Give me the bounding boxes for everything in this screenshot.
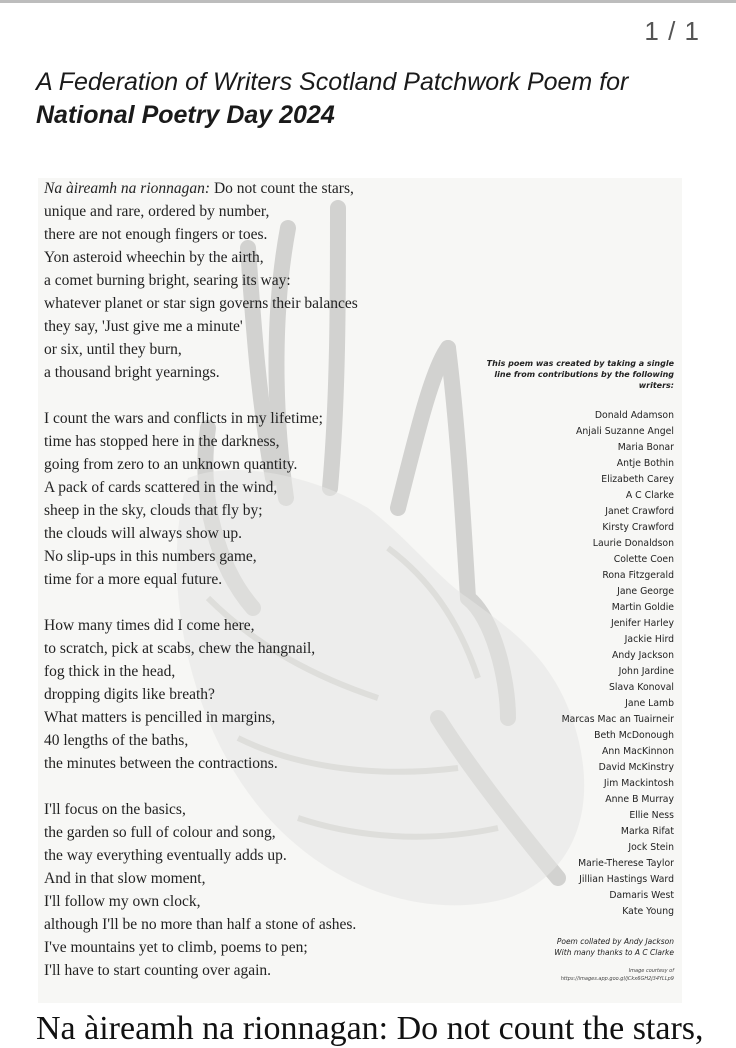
contributor-name: John Jardine — [618, 666, 674, 677]
contributor-name: Jane Lamb — [625, 698, 674, 709]
contributor-name: Damaris West — [609, 890, 674, 901]
poem-line: fog thick in the head, — [44, 663, 176, 680]
contributor-name: Colette Coen — [613, 554, 674, 565]
contributor-name: Rona Fitzgerald — [602, 570, 674, 581]
contributor-name: Andy Jackson — [612, 650, 674, 661]
poem-line: a comet burning bright, searing its way: — [44, 272, 291, 289]
poem-line: Yon asteroid wheechin by the airth, — [44, 249, 264, 266]
poem-image — [38, 178, 682, 1003]
courtesy-url: https://images.app.goo.gl/jCkx6GH2j34YLLp9 — [560, 976, 674, 982]
poem-line: I'll focus on the basics, — [44, 801, 186, 818]
contributor-name: Kirsty Crawford — [602, 522, 674, 533]
poem-line: What matters is pencilled in margins, — [44, 709, 276, 726]
image-courtesy — [474, 967, 674, 983]
poem-line: whatever planet or star sign governs their balances — [44, 295, 358, 312]
poem-line: 40 lengths of the baths, — [44, 732, 189, 749]
contributor-name: Martin Goldie — [611, 602, 674, 613]
contributor-name: Donald Adamson — [594, 410, 674, 421]
poem-line: the clouds will always show up. — [44, 525, 243, 542]
poem-line: a thousand bright yearnings. — [44, 364, 220, 381]
poem-line: to scratch, pick at scabs, chew the hangnail, — [44, 640, 316, 657]
poem-line: time for a more equal future. — [44, 571, 223, 588]
contributor-name: Elizabeth Carey — [601, 474, 674, 485]
poem-line: sheep in the sky, clouds that fly by; — [44, 502, 263, 519]
poem-line: A pack of cards scattered in the wind, — [44, 479, 278, 496]
title-line-1: A Federation of Writers Scotland Patchwork Poem for — [36, 68, 629, 96]
contributor-name: Laurie Donaldson — [592, 538, 674, 549]
contributor-name: Jackie Hird — [624, 634, 674, 645]
poem-line: the way everything eventually adds up. — [44, 847, 287, 864]
top-divider — [0, 0, 736, 3]
poem-line: And in that slow moment, — [44, 870, 206, 887]
contributor-name: Marie-Therese Taylor — [578, 858, 674, 869]
poem-line: there are not enough fingers or toes. — [44, 226, 268, 243]
collated-line-2: With many thanks to A C Clarke — [554, 948, 674, 957]
title-line-2: National Poetry Day 2024 — [36, 101, 335, 129]
credits-intro: This poem was created by taking a single line from contributions by the following writers: — [486, 359, 674, 390]
contributor-name: Slava Konoval — [608, 682, 674, 693]
contributor-name: Maria Bonar — [617, 442, 674, 453]
poem-line: or six, until they burn, — [44, 341, 182, 358]
contributor-name: Jane George — [617, 586, 674, 597]
poem-line: they say, 'Just give me a minute' — [44, 318, 243, 335]
contributor-name: Jenifer Harley — [610, 618, 674, 629]
contributor-name: Kate Young — [622, 906, 674, 917]
poem-line: Na àireamh na rionnagan: Do not count the stars, — [44, 180, 354, 197]
contributor-name: Anjali Suzanne Angel — [576, 426, 674, 437]
poem-line: unique and rare, ordered by number, — [44, 203, 270, 220]
contributor-name: Antje Bothin — [616, 458, 674, 469]
contributor-name: A C Clarke — [625, 490, 674, 501]
poem-line: I count the wars and conflicts in my lifetime; — [44, 410, 323, 427]
contributor-name: Marka Rifat — [620, 826, 674, 837]
poem-line: I've mountains yet to climb, poems to pen; — [44, 939, 308, 956]
poem-line: How many times did I come here, — [44, 617, 255, 634]
contributor-name: Anne B Murray — [605, 794, 674, 805]
poem-line: I'll have to start counting over again. — [44, 962, 272, 979]
contributor-name: David McKinstry — [598, 762, 674, 773]
poem-line: the minutes between the contractions. — [44, 755, 278, 772]
poem-line: dropping digits like breath? — [44, 686, 215, 703]
poem-line: although I'll be no more than half a stone of ashes. — [44, 916, 357, 933]
poem-line: I'll follow my own clock, — [44, 893, 201, 910]
poem-line: time has stopped here in the darkness, — [44, 433, 280, 450]
contributor-name: Ellie Ness — [629, 810, 674, 821]
contributor-name: Jillian Hastings Ward — [579, 874, 674, 885]
poem-line: No slip-ups in this numbers game, — [44, 548, 257, 565]
contributor-name: Jim Mackintosh — [603, 778, 674, 789]
contributor-name: Marcas Mac an Tuairneir — [561, 714, 674, 725]
collated-credit — [474, 936, 674, 958]
page-title — [36, 66, 716, 132]
contributor-name: Ann MacKinnon — [602, 746, 674, 757]
collated-line-1: Poem collated by Andy Jackson — [556, 937, 674, 946]
contributor-name: Jock Stein — [628, 842, 674, 853]
poem-line: the garden so full of colour and song, — [44, 824, 276, 841]
courtesy-line-1: Image courtesy of — [628, 968, 674, 974]
poem-line: going from zero to an unknown quantity. — [44, 456, 298, 473]
contributor-name: Janet Crawford — [605, 506, 674, 517]
page-indicator: 1 / 1 — [644, 16, 700, 46]
cut-off-text: Na àireamh na rionnagan: Do not count the stars, — [36, 1010, 704, 1047]
contributor-name: Beth McDonough — [594, 730, 674, 741]
